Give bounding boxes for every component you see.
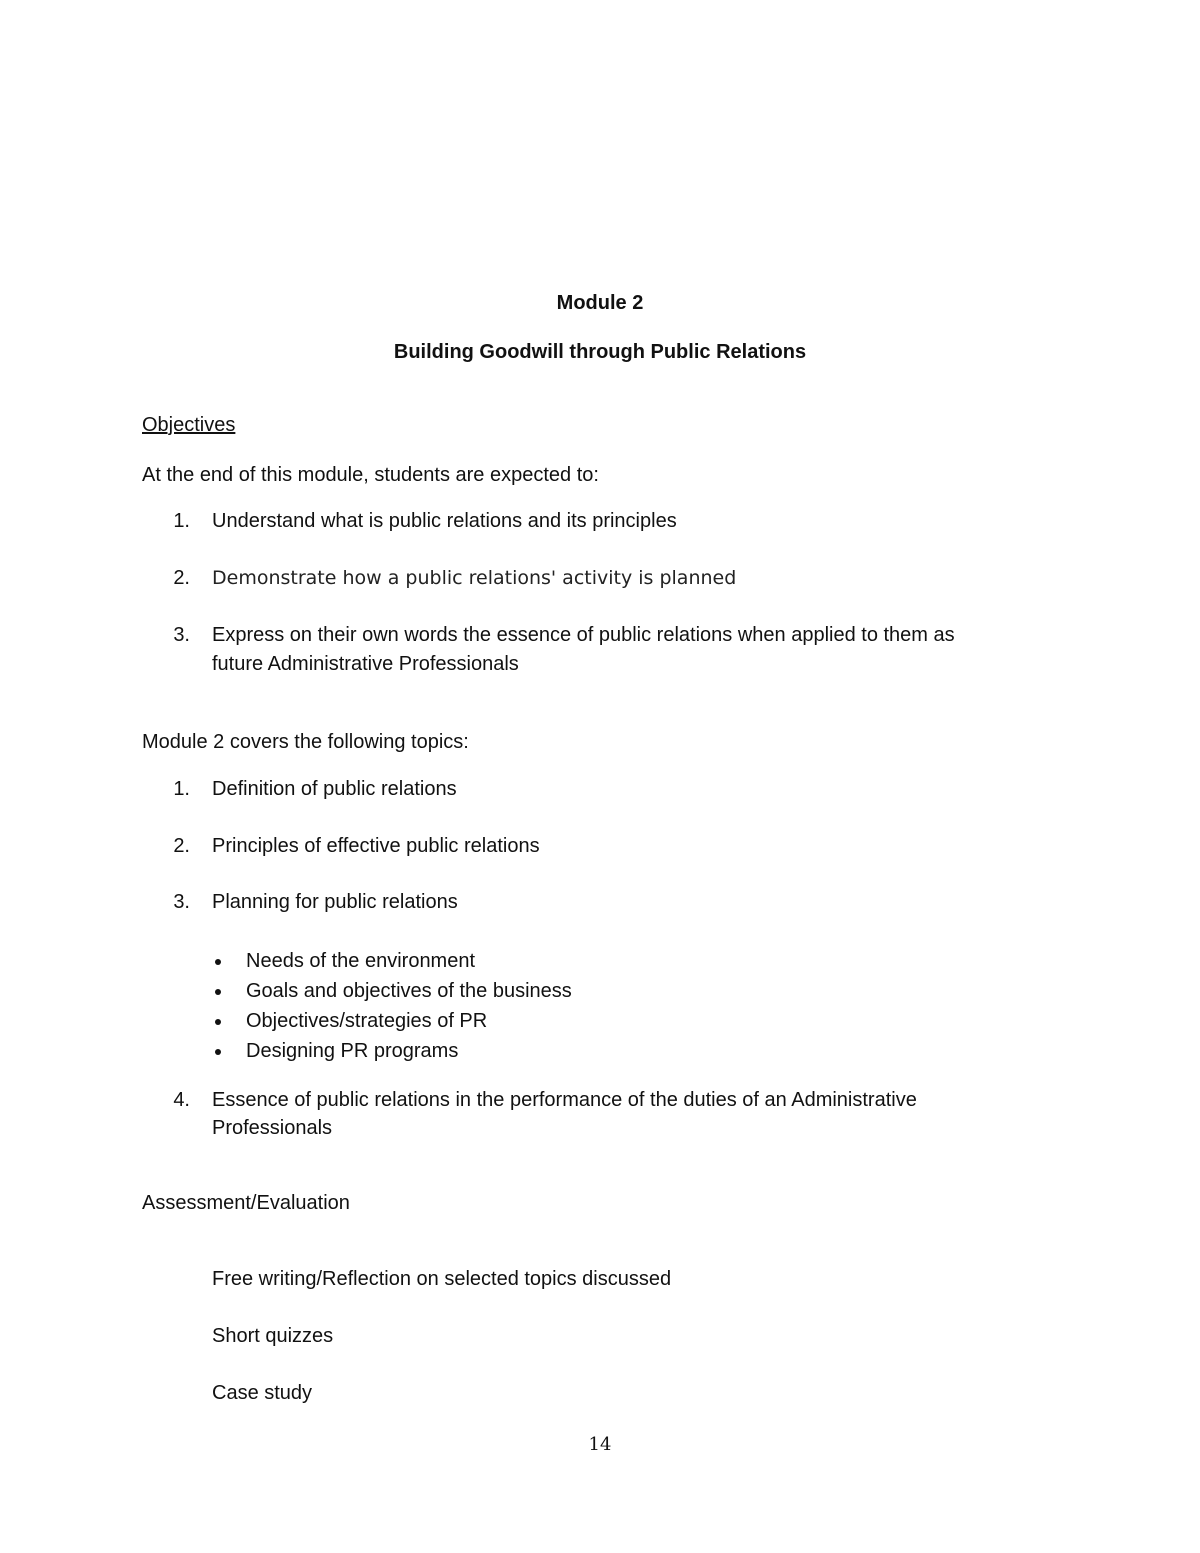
bullet-dot-icon [215, 1019, 221, 1025]
objectives-heading: Objectives [142, 414, 236, 436]
assessment-item: Short quizzes [212, 1325, 334, 1347]
list-text: Planning for public relations [212, 891, 458, 913]
list-text-line1: Express on their own words the essence of public relations when applied to them as [212, 624, 955, 646]
list-text: Demonstrate how a public relations' activity is planned [212, 567, 737, 589]
objectives-intro: At the end of this module, students are expected to: [142, 464, 599, 486]
list-number: 3. [173, 624, 190, 646]
list-text-line1: Essence of public relations in the performance of the duties of an Administrative [212, 1089, 917, 1111]
list-text: Understand what is public relations and its principles [212, 510, 677, 532]
module-title: Building Goodwill through Public Relations [393, 341, 807, 363]
list-number: 4. [173, 1089, 190, 1111]
list-number: 2. [173, 835, 190, 857]
list-text-line2: future Administrative Professionals [212, 653, 519, 675]
bullet-dot-icon [215, 989, 221, 995]
assessment-item: Free writing/Reflection on selected topics discussed [212, 1268, 672, 1290]
bullet-text: Objectives/strategies of PR [246, 1010, 488, 1032]
bullet-text: Needs of the environment [246, 950, 476, 972]
list-number: 1. [173, 778, 190, 800]
assessment-item: Case study [212, 1382, 313, 1404]
module-number: Module 2 [556, 292, 644, 314]
assessment-heading: Assessment/Evaluation [142, 1192, 350, 1214]
bullet-text: Goals and objectives of the business [246, 980, 572, 1002]
bullet-dot-icon [215, 959, 221, 965]
list-number: 3. [173, 891, 190, 913]
list-text-line2: Professionals [212, 1117, 333, 1139]
page-number: 14 [588, 1434, 612, 1455]
list-text: Definition of public relations [212, 778, 457, 800]
bullet-text: Designing PR programs [246, 1040, 459, 1062]
bullet-dot-icon [215, 1049, 221, 1055]
list-number: 2. [173, 567, 190, 589]
topics-intro: Module 2 covers the following topics: [142, 731, 469, 753]
list-number: 1. [173, 510, 190, 532]
list-text: Principles of effective public relations [212, 835, 540, 857]
